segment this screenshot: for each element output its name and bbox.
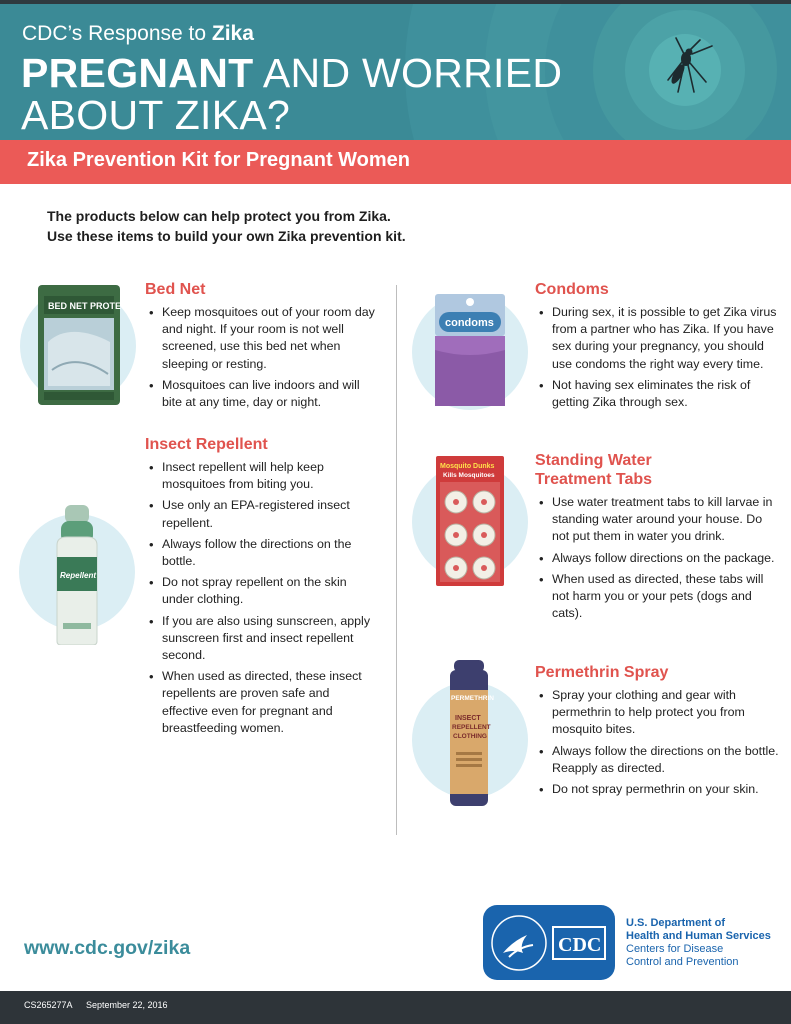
column-divider (396, 285, 397, 835)
condoms-title: Condoms (535, 281, 609, 298)
tabs-card-label-2: Kills Mosquitoes (443, 472, 495, 479)
insect-repellent-section (145, 435, 375, 741)
hhs-eagle-icon (483, 905, 615, 980)
header-kicker: CDC’s Response to Zika (22, 22, 254, 45)
cdc-logo (483, 905, 615, 980)
list-item: • During sex, it is possible to get Zika virus from a partner who has Zika. If you have sex during your pregnancy, you should use condoms the right way every time. (535, 304, 780, 373)
subtitle-band (0, 140, 791, 184)
list-item: • If you are also using sunscreen, apply sunscreen first and insect repellent second. (145, 613, 375, 665)
bed-net-illustration (18, 282, 142, 410)
list-item: • Always follow the directions on the bottle. Reapply as directed. (535, 743, 780, 777)
footer-bar (0, 991, 791, 1024)
insect-repellent-illustration (17, 505, 141, 645)
list-item: • Use water treatment tabs to kill larvae in standing water around your house. Do not put them in water you drink. (535, 494, 780, 546)
list-item: • Always follow the directions on the bottle. (145, 536, 375, 570)
permethrin-can-label-2: REPELLENT (452, 724, 491, 731)
water-treatment-tabs-illustration (408, 450, 532, 590)
permethrin-can-label-1: INSECT (455, 715, 481, 722)
tabs-card-label-1: Mosquito Dunks (440, 463, 495, 470)
list-item: • Do not spray permethrin on your skin. (535, 781, 780, 798)
condoms-box-label: condoms (445, 317, 494, 329)
permethrin-section (535, 663, 780, 802)
cdc-logo-text: CDC (558, 934, 602, 956)
intro-line-2: Use these items to build your own Zika prevention kit. (47, 228, 406, 244)
list-item: • Do not spray repellent on the skin under clothing. (145, 574, 375, 608)
list-item: • When used as directed, these insect repellents are proven safe and effective even for pregnant and breastfeeding women. (145, 668, 375, 737)
repellent-bottle-label: Repellent (60, 571, 97, 580)
condoms-illustration (408, 288, 532, 414)
bed-net-section (145, 280, 375, 415)
condoms-section (535, 280, 780, 415)
list-item: • Keep mosquitoes out of your room day and night. If your room is not well screened, use this bed net when sleeping or resting. (145, 304, 375, 373)
standing-water-section (535, 451, 780, 626)
page-title: PREGNANT AND WORRIED ABOUT ZIKA? (21, 50, 563, 138)
permethrin-title: Permethrin Spray (535, 664, 669, 681)
subtitle: Zika Prevention Kit for Pregnant Women (27, 149, 411, 171)
cdc-zika-link[interactable]: www.cdc.gov/zika (24, 937, 191, 959)
permethrin-can-brand: PERMETHRIN (451, 695, 494, 702)
mosquito-icon (656, 32, 720, 102)
list-item: • Spray your clothing and gear with permethrin to help protect you from mosquito bites. (535, 687, 780, 739)
list-item: • Mosquitoes can live indoors and will bite at any time, day or night. (145, 377, 375, 411)
list-item: • Always follow directions on the package. (535, 550, 780, 567)
header-banner (0, 4, 791, 140)
agency-name: U.S. Department of Health and Human Services Centers for Disease Control and Prevention (626, 917, 771, 968)
standing-water-title: Standing Water Treatment Tabs (535, 452, 653, 488)
insect-repellent-title: Insect Repellent (145, 436, 268, 453)
publication-date: September 22, 2016 (86, 1000, 168, 1010)
permethrin-spray-illustration (408, 660, 532, 810)
permethrin-can-label-3: CLOTHING (453, 733, 487, 740)
bed-net-title: Bed Net (145, 281, 206, 298)
list-item: • Use only an EPA-registered insect repellent. (145, 497, 375, 531)
intro-line-1: The products below can help protect you from Zika. (47, 208, 391, 224)
bed-net-package-label: BED NET PROTECT (48, 301, 134, 311)
list-item: • Not having sex eliminates the risk of getting Zika through sex. (535, 377, 780, 411)
document-code: CS265277A (24, 1000, 73, 1010)
list-item: • When used as directed, these tabs will not harm you or your pets (dogs and cats). (535, 571, 780, 623)
intro-text (47, 206, 406, 246)
list-item: • Insect repellent will help keep mosquitoes from biting you. (145, 459, 375, 493)
